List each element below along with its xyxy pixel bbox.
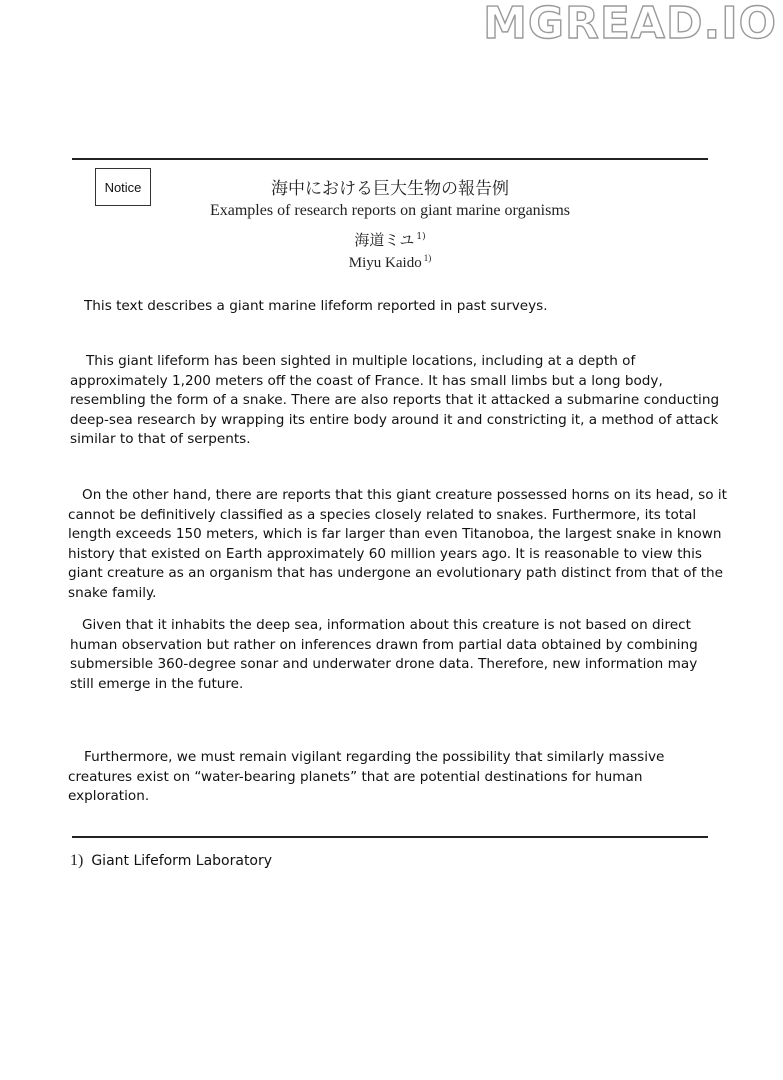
japanese-author-ref: 1) <box>416 232 426 242</box>
paragraph-vigilance: Furthermore, we must remain vigilant regarding the possibility that similarly massive creatures exist on “water-bearing planets” that are potential destinations for human exploration. <box>68 749 665 805</box>
paragraph-classification: On the other hand, there are reports that this giant creature possessed horns on its head, so it cannot be definitively classified as a species closely related to snakes. Furthermore, its total length exceeds 150 meters, which is far larger than even Titanoboa, the largest snake in known history that existed on Earth approximately 60 million years ago. It is reasonable to view this giant creature as an organism that has undergone an evolutionary path distinct from that of the snake family. <box>68 487 727 601</box>
footnote-text: Giant Lifeform Laboratory <box>91 853 273 869</box>
english-title: Examples of research reports on giant marine organisms <box>209 202 571 219</box>
paragraph-intro: This text describes a giant marine lifeform reported in past surveys. <box>84 298 548 314</box>
paragraph-sightings: This giant lifeform has been sighted in multiple locations, including at a depth of approximately 1,200 meters off the coast of France. It has small limbs but a long body, resembling the form of a snake. There are also reports that it attacked a submarine conducting deep-sea research by wrapping its entire body around it and constricting it, a method of attack similar to that of serpents. <box>70 353 720 448</box>
japanese-author-name: 海道ミユ <box>354 231 415 249</box>
footnote <box>70 852 272 870</box>
english-author-ref: 1) <box>423 253 432 263</box>
top-divider <box>72 158 708 160</box>
japanese-author <box>150 229 630 250</box>
japanese-title: 海中における巨大生物の報告例 <box>271 179 509 199</box>
footnote-marker: 1) <box>70 852 84 869</box>
notice-label: Notice <box>104 179 142 195</box>
notice-box <box>95 168 151 206</box>
site-watermark: MGREAD.IO <box>483 0 777 49</box>
english-author-name: Miyu Kaido <box>348 255 422 271</box>
english-author <box>150 253 630 272</box>
paragraph-deep-sea: Given that it inhabits the deep sea, information about this creature is not based on direct human observation but rather on inferences drawn from partial data obtained by combining submersible 360-degree sonar and underwater drone data. Therefore, new information may still emerge in the future. <box>70 617 698 692</box>
bottom-divider <box>72 836 708 838</box>
